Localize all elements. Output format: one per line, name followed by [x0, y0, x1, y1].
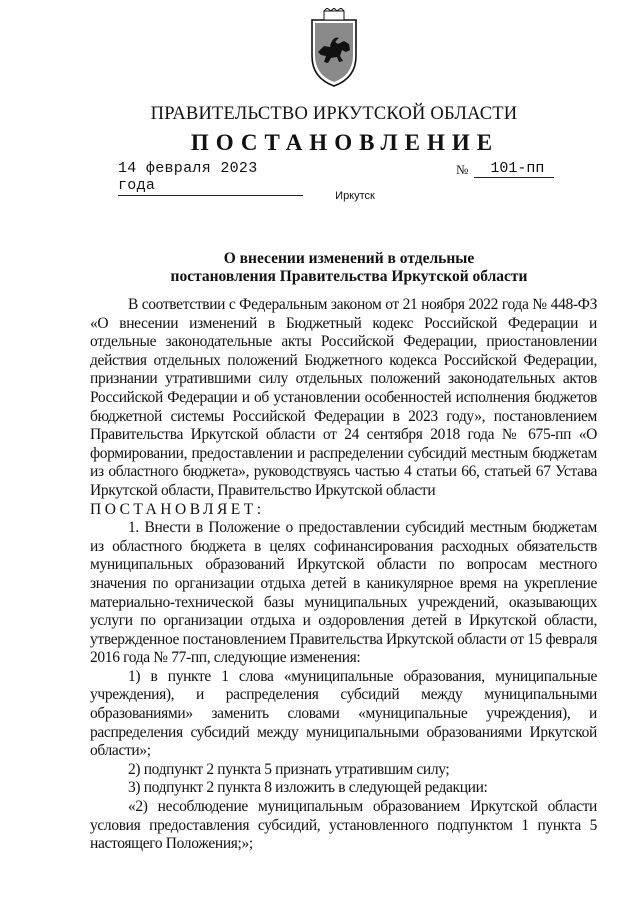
body-paragraph-5: «2) несоблюдение муниципальным образованием Иркутской области условия предоставления субсидий, установленного подпунктом 1 пункта 5 настоящего Положения;»; — [90, 798, 597, 853]
number-sign: № — [456, 162, 469, 177]
body-paragraph-3: 2) подпункт 2 пункта 5 признать утратившим силу; — [128, 760, 450, 778]
resolves-heading: ПОСТАНОВЛЯЕТ: — [90, 500, 265, 518]
title-line-1: О внесении изменений в отдельные — [223, 250, 475, 267]
city-name: Иркутск — [335, 190, 375, 202]
body-paragraph-1: 1. Внести в Положение о предоставлении субсидий местным бюджетам из областного бюджета в целях софинансирования расходных обязательств муниципальных образований Иркутской области по вопросам местного значения по организации отдыха детей в каникулярное время на укрепление материально-технической базы муниципальных учреждений, оказывающих услуги по организации отдыха и оздоровления детей в Иркутской области, утвержденное постановлением Правительства Иркутской области от 15 февраля 2016 года № 77-пп, следующие изменения: — [90, 519, 597, 667]
document-body — [90, 296, 597, 854]
irkutsk-coat-of-arms-icon — [304, 8, 364, 88]
title-line-2: постановления Правительства Иркутской области — [170, 268, 528, 285]
number-value: 101-пп — [474, 160, 554, 178]
preamble-paragraph: В соответствии с Федеральным законом от 21 ноября 2022 года № 448-ФЗ «О внесении изменений в Бюджетный кодекс Российской Федерации и отдельные законодательные акты Российской Федерации, приостановлении действия отдельных положений Бюджетного кодекса Российской Федерации, признании утратившими силу отдельных положений законодательных актов Российской Федерации и об установлении особенностей исполнения бюджетов бюджетной системы Российской Федерации в 2023 году», постановлением Правительства Иркутской области от 24 сентября 2018 года № 675-пп «О формировании, предоставлении и распределении субсидий местным бюджетам из областного бюджета», руководствуясь частью 4 статьи 66, статьей 67 Устава Иркутской области, Правительство Иркутской области — [90, 296, 597, 499]
document-number — [456, 160, 554, 178]
document-date: 14 февраля 2023 года — [118, 160, 303, 196]
authority-name: ПРАВИТЕЛЬСТВО ИРКУТСКОЙ ОБЛАСТИ — [150, 104, 518, 124]
body-paragraph-4: 3) подпункт 2 пункта 8 изложить в следующей редакции: — [128, 779, 488, 797]
document-type: ПОСТАНОВЛЕНИЕ — [190, 130, 500, 155]
document-title — [0, 250, 640, 286]
body-paragraph-2: 1) в пункте 1 слова «муниципальные образования, муниципальные учреждения), и распределения субсидий между муниципальными образованиями» заменить словами «муниципальные учреждения), и распределения субсидий между муниципальными образованиями Иркутской области»; — [90, 667, 597, 760]
